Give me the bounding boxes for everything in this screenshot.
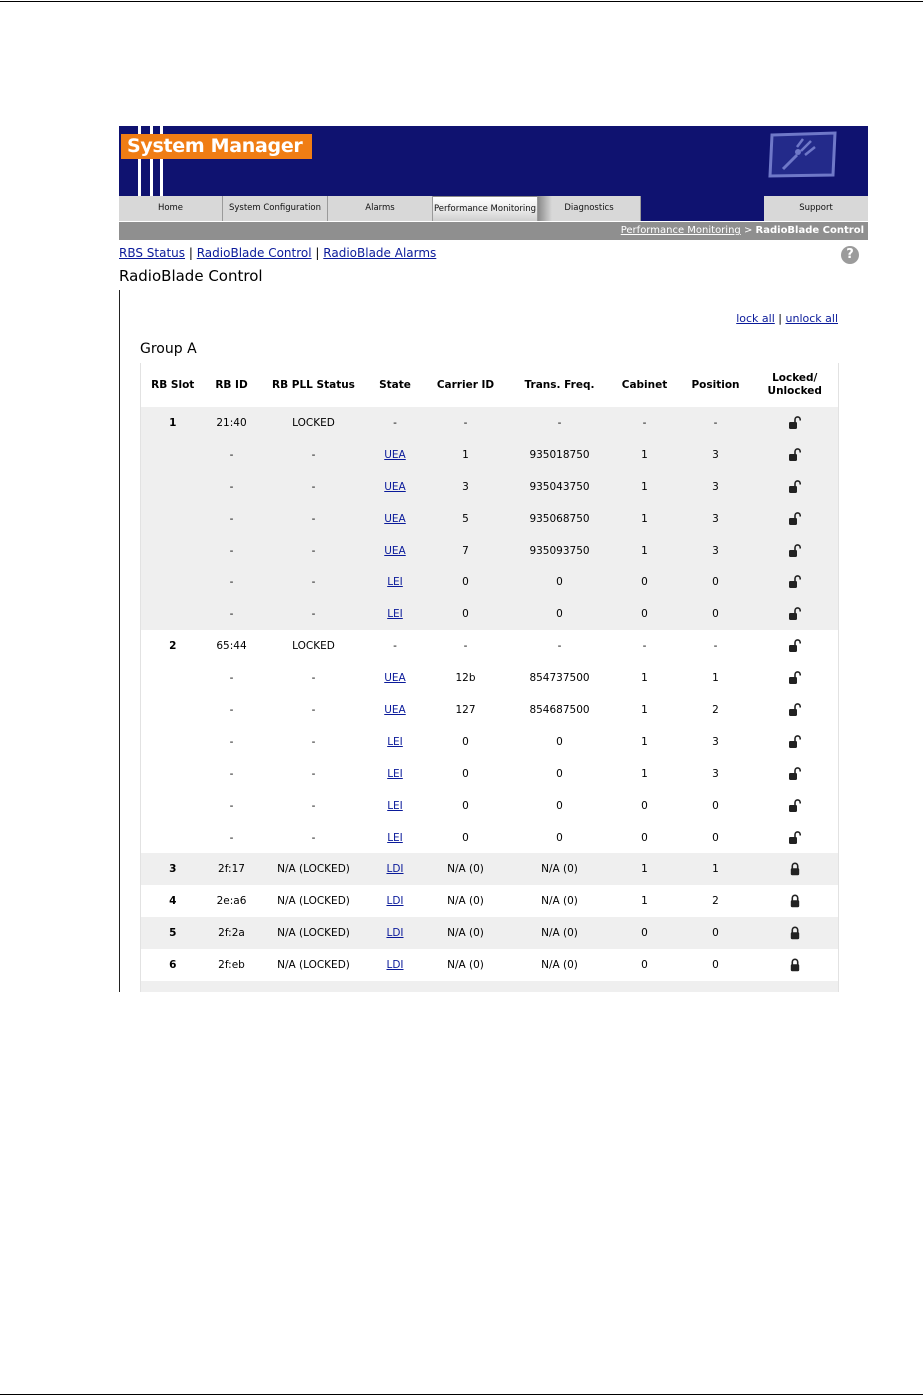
cell-state: [369, 917, 422, 949]
cell-rb-id: -: [205, 439, 259, 471]
cell-cabinet: 1: [641, 735, 648, 748]
cell-state: [369, 726, 422, 758]
state-link[interactable]: UEA: [384, 512, 406, 525]
lock-links: [736, 312, 838, 325]
cell-carrier-id: 0: [462, 735, 469, 748]
cell-position: 0: [712, 799, 719, 812]
breadcrumb-current: RadioBlade Control: [755, 225, 864, 236]
cell-rb-slot: [141, 471, 205, 503]
state-link[interactable]: UEA: [384, 703, 406, 716]
cell-carrier-id: 0: [422, 566, 510, 598]
page-top-rule: [0, 1, 923, 2]
cell-lock-toggle: [752, 471, 839, 503]
cell-rb-slot: 6: [169, 959, 177, 972]
cell-position: 3: [680, 439, 752, 471]
cell-pll-status: -: [259, 535, 369, 567]
cell-pll-status: N/A (LOCKED): [259, 853, 369, 885]
cell-carrier-id: 0: [422, 598, 510, 630]
cell-trans-freq: 935068750: [510, 503, 610, 535]
cell-position: 3: [712, 735, 719, 748]
cell-rb-id: 2f:2a: [205, 917, 259, 949]
cell-position: 3: [680, 503, 752, 535]
padlock-unlocked-icon[interactable]: [788, 481, 802, 493]
cell-trans-freq: 0: [510, 598, 610, 630]
cell-rb-id: -: [229, 672, 234, 685]
cell-cabinet: 0: [610, 566, 680, 598]
cell-lock-toggle: [752, 853, 839, 885]
table-row: [141, 758, 839, 790]
table-row: [141, 853, 839, 885]
table-row: [141, 885, 839, 917]
cell-lock-toggle: [752, 885, 839, 917]
cell-trans-freq: 0: [510, 566, 610, 598]
cell-lock-toggle: [752, 566, 839, 598]
tab-home[interactable]: Home: [119, 196, 223, 221]
cell-rb-slot: [141, 726, 205, 758]
table-row: [141, 566, 839, 598]
cell-pll-status: -: [259, 439, 369, 471]
padlock-locked-icon[interactable]: [788, 895, 802, 907]
tab-support[interactable]: Support: [764, 196, 868, 221]
cell-state: [369, 949, 422, 981]
cell-lock-toggle: [752, 407, 839, 439]
cell-rb-slot: [141, 662, 205, 694]
cell-position: 0: [680, 598, 752, 630]
cell-state: [369, 535, 422, 567]
padlock-unlocked-icon[interactable]: [788, 768, 802, 780]
cell-rb-slot: [141, 503, 205, 535]
cell-rb-id: -: [229, 799, 234, 812]
cell-rb-id: 21:40: [205, 407, 259, 439]
table-row-partial: [141, 981, 839, 992]
cell-carrier-id: 7: [422, 535, 510, 567]
state-link[interactable]: UEA: [384, 480, 406, 493]
padlock-unlocked-icon[interactable]: [788, 736, 802, 748]
cell-pll-status: LOCKED: [292, 640, 335, 653]
cell-rb-id: 65:44: [216, 640, 247, 653]
state-link[interactable]: LDI: [386, 927, 404, 940]
padlock-unlocked-icon[interactable]: [788, 513, 802, 525]
padlock-unlocked-icon[interactable]: [788, 545, 802, 557]
antenna-screen-icon: [767, 129, 841, 179]
cell-trans-freq: 854687500: [529, 703, 590, 716]
cell-rb-slot: [141, 535, 205, 567]
cell-state: [369, 439, 422, 471]
cell-state: [369, 694, 422, 726]
state-link[interactable]: LEI: [387, 608, 403, 621]
cell-rb-id: -: [205, 503, 259, 535]
state-link[interactable]: UEA: [384, 544, 406, 557]
header-rb-id: RB ID: [205, 363, 259, 407]
cell-cabinet: 1: [610, 853, 680, 885]
link-radioblade-control[interactable]: RadioBlade Control: [196, 246, 312, 260]
cell-carrier-id: 12b: [455, 672, 476, 685]
cell-rb-slot: 2: [169, 640, 177, 653]
cell-empty: [369, 981, 422, 992]
cell-carrier-id: 0: [462, 831, 469, 844]
cell-trans-freq: N/A (0): [510, 853, 610, 885]
cell-state: [369, 662, 422, 694]
cell-pll-status: -: [311, 767, 316, 780]
table-row: [141, 471, 839, 503]
cell-position: -: [680, 407, 752, 439]
padlock-locked-icon[interactable]: [788, 863, 802, 875]
cell-pll-status: -: [311, 672, 316, 685]
unlock-all-link[interactable]: unlock all: [785, 312, 838, 325]
header-cabinet: Cabinet: [610, 363, 680, 407]
cell-pll-status: N/A (LOCKED): [259, 917, 369, 949]
cell-empty: [510, 981, 610, 992]
cell-cabinet: 1: [641, 767, 648, 780]
cell-position: 0: [712, 959, 719, 972]
cell-cabinet: 0: [641, 959, 648, 972]
cell-cabinet: 0: [610, 598, 680, 630]
cell-pll-status: -: [311, 703, 316, 716]
cell-pll-status: -: [259, 471, 369, 503]
app-logo: System Manager: [121, 134, 312, 159]
table-row: [141, 790, 839, 822]
cell-pll-status: -: [311, 831, 316, 844]
cell-empty: [752, 981, 839, 992]
subnav-separator: |: [315, 246, 320, 260]
cell-state: [369, 503, 422, 535]
cell-carrier-id: N/A (0): [422, 853, 510, 885]
state-link[interactable]: UEA: [384, 672, 406, 685]
cell-pll-status: LOCKED: [259, 407, 369, 439]
cell-trans-freq: N/A (0): [510, 917, 610, 949]
cell-lock-toggle: [752, 917, 839, 949]
cell-rb-id: -: [205, 566, 259, 598]
table-header-row: [141, 363, 839, 407]
cell-position: 2: [712, 895, 719, 908]
table-row: [141, 822, 839, 854]
cell-position: 2: [712, 703, 719, 716]
cell-lock-toggle: [752, 949, 839, 981]
cell-pll-status: -: [311, 735, 316, 748]
cell-pll-status: -: [311, 799, 316, 812]
breadcrumb-link-performance-monitoring[interactable]: Performance Monitoring: [620, 225, 741, 236]
breadcrumb-separator: >: [743, 225, 753, 236]
browser-screenshot: [119, 126, 875, 992]
cell-state: [369, 790, 422, 822]
cell-carrier-id: 0: [462, 799, 469, 812]
cell-state: -: [369, 407, 422, 439]
padlock-unlocked-icon[interactable]: [788, 449, 802, 461]
cell-carrier-id: 3: [422, 471, 510, 503]
cell-cabinet: 1: [641, 703, 648, 716]
cell-lock-toggle: [752, 598, 839, 630]
cell-cabinet: 0: [641, 831, 648, 844]
cell-state: [369, 822, 422, 854]
cell-pll-status: N/A (LOCKED): [277, 895, 350, 908]
cell-lock-toggle: [752, 503, 839, 535]
cell-rb-slot: 1: [141, 407, 205, 439]
cell-empty: [680, 981, 752, 992]
cell-lock-toggle: [752, 726, 839, 758]
cell-trans-freq: 935093750: [510, 535, 610, 567]
cell-cabinet: 1: [610, 535, 680, 567]
cell-rb-id: 2f:17: [205, 853, 259, 885]
header-banner: [119, 126, 868, 196]
cell-position: 3: [680, 471, 752, 503]
cell-state: [369, 885, 422, 917]
table-row: [141, 662, 839, 694]
cell-state: [369, 471, 422, 503]
padlock-unlocked-icon[interactable]: [788, 704, 802, 716]
padlock-unlocked-icon[interactable]: [788, 608, 802, 620]
cell-carrier-id: 0: [462, 767, 469, 780]
cell-cabinet: 1: [641, 672, 648, 685]
cell-cabinet: 1: [641, 895, 648, 908]
cell-empty: [610, 981, 680, 992]
link-radioblade-alarms[interactable]: RadioBlade Alarms: [323, 246, 437, 260]
table-row: [141, 535, 839, 567]
cell-rb-id: 2e:a6: [216, 895, 247, 908]
cell-pll-status: -: [259, 566, 369, 598]
cell-rb-slot: [141, 598, 205, 630]
cell-state: [369, 598, 422, 630]
cell-empty: [422, 981, 510, 992]
page-title: RadioBlade Control: [119, 267, 263, 285]
content-left-border: [119, 290, 120, 992]
header-locked-unlocked: Locked/ Unlocked: [752, 363, 839, 407]
sub-navigation: [119, 246, 436, 260]
cell-rb-slot: [141, 822, 205, 854]
cell-rb-id: -: [205, 535, 259, 567]
link-rbs-status[interactable]: RBS Status: [119, 246, 186, 260]
table-row: [141, 949, 839, 981]
table-row: [141, 598, 839, 630]
cell-rb-id: -: [229, 703, 234, 716]
cell-carrier-id: N/A (0): [447, 959, 484, 972]
cell-pll-status: -: [259, 503, 369, 535]
cell-rb-slot: [141, 790, 205, 822]
cell-rb-id: -: [229, 767, 234, 780]
cell-empty: [141, 981, 205, 992]
cell-trans-freq: 0: [556, 799, 563, 812]
cell-position: 0: [680, 917, 752, 949]
cell-position: 3: [712, 767, 719, 780]
cell-carrier-id: N/A (0): [422, 917, 510, 949]
cell-cabinet: 1: [610, 503, 680, 535]
cell-trans-freq: 0: [556, 735, 563, 748]
cell-state: -: [393, 640, 397, 653]
state-link[interactable]: LEI: [387, 735, 403, 748]
cell-carrier-id: 5: [422, 503, 510, 535]
table-row: [141, 503, 839, 535]
state-link[interactable]: LEI: [387, 799, 403, 812]
cell-trans-freq: -: [557, 640, 562, 653]
table-row: [141, 726, 839, 758]
tab-diagnostics[interactable]: Diagnostics: [538, 196, 641, 221]
table-row: [141, 917, 839, 949]
state-link[interactable]: LDI: [386, 863, 404, 876]
cell-lock-toggle: [752, 822, 839, 854]
cell-rb-slot: [141, 694, 205, 726]
padlock-unlocked-icon[interactable]: [788, 800, 802, 812]
header-position: Position: [680, 363, 752, 407]
lock-links-separator: |: [778, 312, 782, 325]
header-carrier-id: Carrier ID: [422, 363, 510, 407]
padlock-unlocked-icon[interactable]: [788, 672, 802, 684]
cell-carrier-id: -: [422, 407, 510, 439]
cell-trans-freq: 854737500: [529, 672, 590, 685]
state-link[interactable]: UEA: [384, 448, 406, 461]
cell-cabinet: 0: [610, 917, 680, 949]
cell-rb-id: -: [229, 831, 234, 844]
cell-rb-slot: 4: [169, 895, 177, 908]
padlock-unlocked-icon[interactable]: [788, 640, 802, 652]
cell-lock-toggle: [752, 790, 839, 822]
cell-rb-id: -: [205, 471, 259, 503]
cell-rb-id: 2f:eb: [218, 959, 245, 972]
cell-trans-freq: 935043750: [510, 471, 610, 503]
state-link[interactable]: LEI: [387, 576, 403, 589]
header-rb-pll-status: RB PLL Status: [259, 363, 369, 407]
padlock-locked-icon[interactable]: [788, 927, 802, 939]
padlock-unlocked-icon[interactable]: [788, 417, 802, 429]
cell-state: [369, 566, 422, 598]
cell-rb-id: -: [229, 735, 234, 748]
cell-rb-slot: 5: [141, 917, 205, 949]
cell-position: 0: [712, 831, 719, 844]
cell-rb-slot: [141, 566, 205, 598]
cell-position: 0: [680, 566, 752, 598]
cell-state: [369, 853, 422, 885]
padlock-unlocked-icon[interactable]: [788, 832, 802, 844]
state-link[interactable]: LDI: [386, 895, 404, 908]
cell-trans-freq: N/A (0): [541, 895, 578, 908]
tab-system-configuration[interactable]: System Configuration: [223, 196, 328, 221]
cell-state: [369, 758, 422, 790]
radioblade-table: [140, 363, 839, 992]
cell-position: 1: [712, 672, 719, 685]
cell-carrier-id: 127: [455, 703, 476, 716]
header-state: State: [369, 363, 422, 407]
cell-cabinet: -: [610, 407, 680, 439]
cell-trans-freq: 0: [556, 767, 563, 780]
cell-cabinet: 1: [610, 471, 680, 503]
state-link[interactable]: LDI: [386, 959, 404, 972]
cell-rb-slot: [141, 758, 205, 790]
cell-position: 3: [680, 535, 752, 567]
main-tabs: [119, 196, 868, 221]
cell-cabinet: -: [642, 640, 647, 653]
cell-empty: [205, 981, 259, 992]
cell-empty: [259, 981, 369, 992]
help-icon[interactable]: ?: [841, 246, 859, 264]
page-bottom-rule: [0, 1394, 923, 1395]
cell-lock-toggle: [752, 439, 839, 471]
table-row: [141, 439, 839, 471]
cell-lock-toggle: [752, 758, 839, 790]
cell-position: -: [713, 640, 718, 653]
group-title: Group A: [140, 341, 197, 357]
cell-lock-toggle: [752, 662, 839, 694]
header-trans-freq: Trans. Freq.: [510, 363, 610, 407]
cell-pll-status: -: [259, 598, 369, 630]
cell-cabinet: 1: [610, 439, 680, 471]
cell-rb-slot: [141, 439, 205, 471]
cell-rb-slot: 3: [141, 853, 205, 885]
cell-lock-toggle: [752, 694, 839, 726]
padlock-locked-icon[interactable]: [788, 959, 802, 971]
cell-carrier-id: -: [463, 640, 468, 653]
tab-performance-monitoring[interactable]: Performance Monitoring: [433, 196, 538, 221]
table-row: [141, 630, 839, 662]
state-link[interactable]: LEI: [387, 831, 403, 844]
header-rb-slot: RB Slot: [141, 363, 205, 407]
table-row: [141, 407, 839, 439]
cell-rb-id: -: [205, 598, 259, 630]
cell-carrier-id: N/A (0): [447, 895, 484, 908]
padlock-unlocked-icon[interactable]: [788, 576, 802, 588]
state-link[interactable]: LEI: [387, 767, 403, 780]
cell-lock-toggle: [752, 535, 839, 567]
cell-cabinet: 0: [641, 799, 648, 812]
cell-trans-freq: 935018750: [510, 439, 610, 471]
lock-all-link[interactable]: lock all: [736, 312, 775, 325]
cell-pll-status: N/A (LOCKED): [277, 959, 350, 972]
cell-trans-freq: -: [510, 407, 610, 439]
cell-carrier-id: 1: [422, 439, 510, 471]
cell-position: 1: [680, 853, 752, 885]
cell-trans-freq: N/A (0): [541, 959, 578, 972]
tab-alarms[interactable]: Alarms: [328, 196, 433, 221]
cell-trans-freq: 0: [556, 831, 563, 844]
subnav-separator: |: [188, 246, 193, 260]
cell-lock-toggle: [752, 630, 839, 662]
breadcrumb: [119, 222, 868, 240]
table-row: [141, 694, 839, 726]
